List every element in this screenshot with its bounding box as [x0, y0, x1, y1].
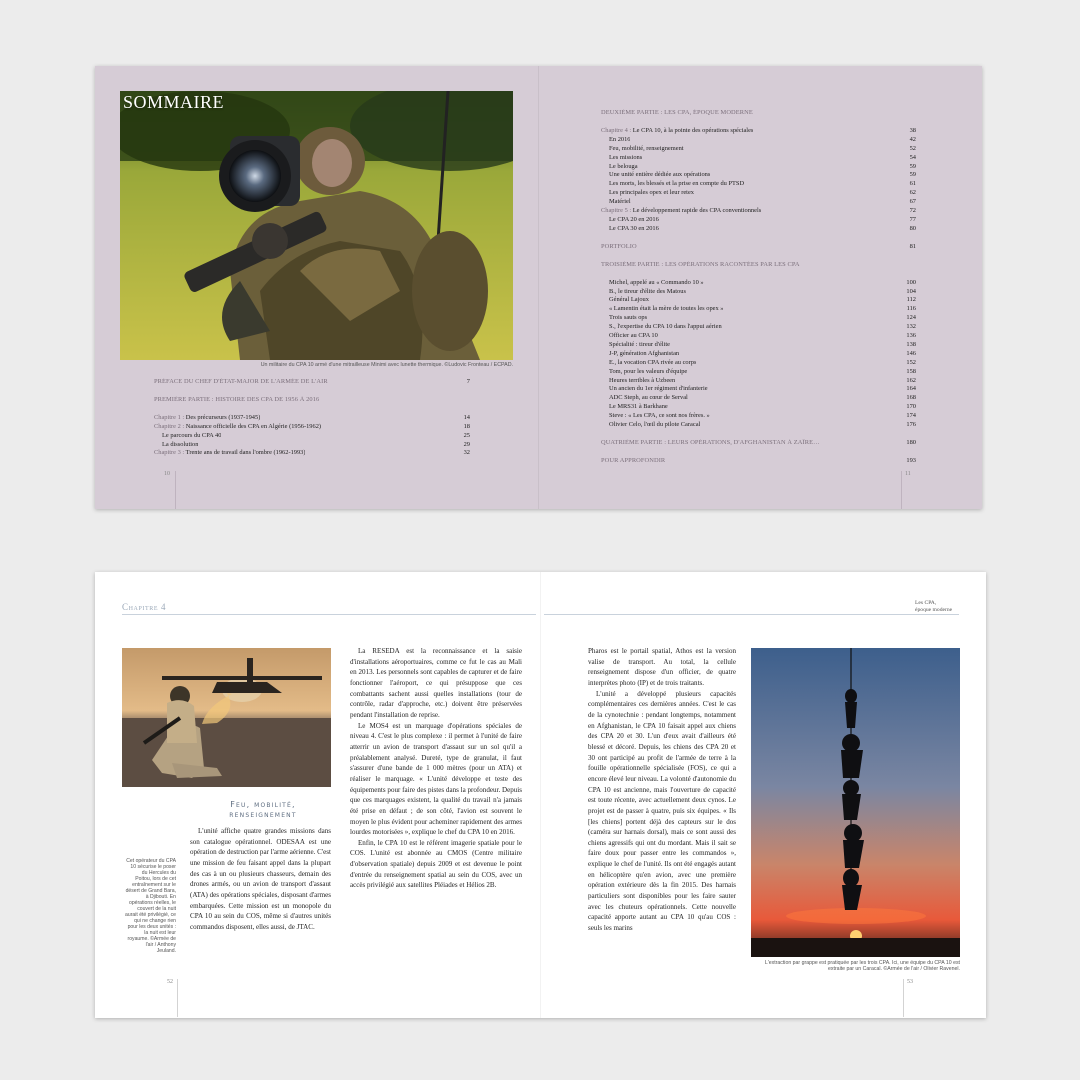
- toc-left: [154, 378, 470, 458]
- toc-entry-label: Spécialité : tireur d'élite: [609, 340, 670, 348]
- toc-page-number: 52: [909, 144, 916, 152]
- toc-page-number: 152: [906, 358, 916, 366]
- section-title-line: renseignement: [229, 810, 297, 819]
- toc-entry[interactable]: [601, 368, 916, 377]
- toc-page-number: 32: [463, 449, 470, 457]
- folio-rule: [177, 979, 178, 1017]
- folio-rule: [175, 471, 176, 509]
- toc-entry[interactable]: [154, 414, 470, 423]
- toc-entry-label: ADC Steph, au cœur de Serval: [609, 394, 688, 402]
- toc-page-number: 164: [906, 385, 916, 393]
- toc-gap: [601, 252, 916, 261]
- gutter: [538, 66, 539, 509]
- toc-entry-label: Olivier Celo, l'œil du pilote Caracal: [609, 421, 701, 429]
- toc-page-number: 42: [909, 135, 916, 143]
- toc-entry-label: Le parcours du CPA 40: [162, 431, 222, 439]
- toc-page-number: 162: [906, 376, 916, 384]
- toc-entry[interactable]: [601, 377, 916, 386]
- toc-gap: [601, 448, 916, 457]
- page-number-right: 11: [905, 471, 911, 477]
- toc-entry[interactable]: [601, 198, 916, 207]
- toc-entry-label: PORTFOLIO: [601, 242, 637, 250]
- running-head: [915, 600, 952, 613]
- toc-entry-label: J-P, génération Afghanistan: [609, 349, 680, 357]
- toc-entry[interactable]: [601, 207, 916, 216]
- toc-entry[interactable]: [601, 180, 916, 189]
- toc-entry[interactable]: [601, 154, 916, 163]
- toc-entry[interactable]: [601, 359, 916, 368]
- toc-entry-label: Le MRS31 à Barkhane: [609, 403, 668, 411]
- toc-entry[interactable]: [601, 171, 916, 180]
- toc-page-number: 146: [906, 349, 916, 357]
- toc-page-number: 59: [909, 171, 916, 179]
- toc-entry-label: Un ancien du 1er régiment d'infanterie: [609, 385, 708, 393]
- toc-entry-label: QUATRIÈME PARTIE : LEURS OPÉRATIONS, D'AFGHANISTAN À ZAÏRE…: [601, 439, 820, 446]
- toc-entry-label: Matériel: [609, 198, 631, 206]
- toc-page-number: 14: [463, 413, 470, 421]
- toc-page-number: 193: [906, 456, 916, 464]
- body-column-2: [350, 646, 522, 891]
- toc-gap: [601, 234, 916, 243]
- paragraph: La RESEDA est la reconnaissance et la saisie d'installations aéroportuaires, comme ce fut le cas au Mali en 2013. Les personnels sont capables de capturer et de faire fonctionner l'aéroport, ce qui présuppose que ces combattants sachent aussi quelles installations (tour de contrôle, radar d'approche, etc.) doivent être préservées pendant l'installation de reprise.: [350, 647, 522, 719]
- toc-entry-label: S., l'expertise du CPA 10 dans l'appui aérien: [609, 323, 722, 331]
- toc-page-number: 104: [906, 287, 916, 295]
- header-rule: [122, 614, 536, 615]
- toc-entry-label: Tom, pour les valeurs d'équipe: [609, 367, 688, 375]
- body-column-1: [122, 826, 331, 933]
- side-caption: Cet opérateur du CPA 10 sécurise le poser du Hercules du Poitou, lors de cet entraînement sur le désert de Grand Bara, à Djibouti. En opérations réelles, le couvert de la nuit aurait été privilégié, ce qui ne change rien pour les deux unités : la nuit est leur royaume. ©Armée de l'air / Anthony Jeuland.: [125, 858, 176, 954]
- section-title-line: Feu, mobilité,: [230, 800, 296, 809]
- toc-entry[interactable]: [601, 127, 916, 136]
- toc-gap: [601, 118, 916, 127]
- paragraph: Pharos est le portail spatial, Athos est la version valise de transport. Au total, la cellule renseignement dispose d'un officier, de quatre interprètes photo (IP) et de trois traitants.: [588, 647, 736, 687]
- toc-page-number: 77: [909, 215, 916, 223]
- toc-entry-label: Une unité entière dédiée aux opérations: [609, 171, 711, 179]
- toc-page-number: 7: [466, 378, 470, 385]
- toc-entry[interactable]: [601, 412, 916, 421]
- toc-entry[interactable]: [601, 394, 916, 403]
- toc-entry-label: [154, 449, 305, 458]
- toc-page-number: 116: [906, 305, 916, 313]
- toc-entry[interactable]: [601, 385, 916, 394]
- page-number-left: 10: [164, 471, 170, 477]
- folio-rule: [903, 979, 904, 1017]
- toc-entry[interactable]: [154, 423, 470, 432]
- photo-caption: Un militaire du CPA 10 armé d'une mitrailleuse Minimi avec lunette thermique. ©Ludovic Fronteau / ECPAD.: [260, 362, 513, 368]
- toc-page-number: 158: [906, 367, 916, 375]
- toc-entry-label: Les morts, les blessés et la prise en compte du PTSD: [609, 180, 745, 188]
- toc-gap: [154, 387, 470, 396]
- toc-page-number: 138: [906, 340, 916, 348]
- toc-entry[interactable]: [154, 441, 470, 450]
- toc-entry-label: PREMIÈRE PARTIE : HISTOIRE DES CPA DE 1956 À 2016: [154, 395, 320, 403]
- toc-entry-label: [601, 127, 753, 136]
- toc-gap: [601, 270, 916, 279]
- toc-page-number: 59: [909, 162, 916, 170]
- toc-entry[interactable]: [601, 421, 916, 430]
- paragraph: Le MOS4 est un marquage d'opérations spéciales de niveau 4. C'est le plus complexe : il permet à l'unité de faire atterrir un avion de transport d'assaut sur un sol qu'il a préalablement analysé. Dureté, type de granulat, il faut s'assurer d'une bande de 1 000 mètres (pour un ATA) et réaliser le marquage. « L'unité développe et teste des équipements pour faire des pistes dans la profondeur. Depuis que ces marquages existent, la qualité du travail n'a jamais été prise en défaut ; de son côté, l'avion est souvent le moyen le plus évident pour acheminer rapidement des armes lourdes motorisées », explique le chef du CPA 10 en 2016.: [350, 721, 522, 837]
- toc-entry[interactable]: [601, 457, 916, 466]
- toc-entry-label: PRÉFACE DU CHEF D'ÉTAT-MAJOR DE L'ARMÉE DE L'AIR: [154, 378, 328, 385]
- toc-entry-label: Le CPA 30 en 2016: [609, 224, 659, 232]
- toc-entry[interactable]: [601, 332, 916, 341]
- toc-entry-label: Trois sauts ops: [609, 314, 648, 322]
- section-title: [195, 800, 331, 820]
- hercules-photo: [122, 648, 331, 787]
- toc-page-number: 81: [909, 242, 916, 250]
- toc-entry-label: « Lamentin était la mère de toutes les opex »: [609, 305, 724, 313]
- toc-entry-label: [154, 423, 321, 432]
- toc-chapter-tag: Chapitre 1 :: [154, 413, 186, 421]
- toc-entry-label: Les principales opex et leur retex: [609, 189, 694, 197]
- toc-entry-label: Officier au CPA 10: [609, 332, 658, 340]
- toc-entry[interactable]: [601, 279, 916, 288]
- page-number-right: 53: [907, 979, 913, 985]
- body-column-3: [588, 646, 736, 934]
- toc-page-number: 25: [463, 431, 470, 439]
- toc-page-number: 180: [906, 439, 916, 446]
- toc-entry[interactable]: [601, 403, 916, 412]
- toc-page-number: 168: [906, 394, 916, 402]
- toc-entry-label: [154, 414, 260, 423]
- toc-page-number: 29: [463, 440, 470, 448]
- toc-chapter-title: Des précurseurs (1937-1945): [185, 413, 261, 421]
- toc-chapter-title: Le développement rapide des CPA conventionnels: [632, 207, 762, 215]
- toc-page-number: 67: [909, 198, 916, 206]
- toc-page-number: 112: [906, 296, 916, 304]
- toc-entry-label: [601, 207, 761, 216]
- toc-entry-label: POUR APPROFONDIR: [601, 456, 666, 464]
- toc-chapter-title: Trente ans de travail dans l'ombre (1962-1993): [185, 449, 306, 457]
- toc-chapter-tag: Chapitre 5 :: [601, 207, 633, 215]
- paragraph: L'unité a développé plusieurs capacités complémentaires ces dernières années. C'est le cas de la cynotechnie : pendant longtemps, notamment en Afghanistan, le CPA 10 faisait appel aux chiens des CPA 20 et 30. L'un d'eux avait d'ailleurs été blessé et décoré. Depuis, les chiens des CPA 20 et 30 ont participé au profit de l'armée de terre à la fouille opérationnelle spécialisée (FOS), ce qui a encore élevé leur niveau. La volonté d'autonomie du CPA 10 est ancienne, mais l'ouverture de capacité est toute récente, avec actuellement deux cynos. Le projet est de passer à quatre, puis six équipes. « Ils [les chiens] portent déjà des capteurs sur le dos (caméra sur harnais dorsal), mais ce sont aussi des chiens agressifs qui ont du mordant. Mais il sait se faire doux pour passer entre les commandos », explique le chef de l'unité. Ils ont été engagés autant en hélicoptère qu'en avion, avec une première opération extérieure dès la fin 2015. Des harnais particuliers sont disponibles pour les faire sauter avec les chuteurs opérationnels. Cette nouvelle capacité apporte autant au CPA 10 qu'au COS : seuls les marins: [588, 689, 736, 933]
- running-head-line: Les CPA,: [915, 600, 937, 606]
- page-number-left: 52: [167, 979, 173, 985]
- toc-entry[interactable]: [601, 323, 916, 332]
- toc-entry[interactable]: [601, 163, 916, 172]
- toc-entry[interactable]: [154, 378, 470, 387]
- toc-entry-label: Les missions: [609, 153, 643, 161]
- toc-entry[interactable]: [154, 396, 470, 405]
- sommaire-spread: [95, 66, 982, 509]
- toc-page-number: 100: [906, 278, 916, 286]
- toc-chapter-title: Le CPA 10, à la pointe des opérations spéciales: [632, 126, 754, 134]
- toc-entry[interactable]: [154, 449, 470, 458]
- toc-page-number: 124: [906, 314, 916, 322]
- gutter: [540, 572, 541, 1018]
- toc-chapter-tag: Chapitre 3 :: [154, 449, 186, 457]
- toc-entry[interactable]: [601, 145, 916, 154]
- toc-entry-label: Feu, mobilité, renseignement: [609, 144, 684, 152]
- toc-right: [601, 109, 916, 466]
- toc-entry[interactable]: [601, 296, 916, 305]
- toc-entry[interactable]: [601, 243, 916, 252]
- soldier-photo: [120, 91, 513, 360]
- toc-entry-label: TROISIÈME PARTIE : LES OPÉRATIONS RACONTÉES PAR LES CPA: [601, 260, 800, 268]
- toc-entry-label: Steve : « Les CPA, ce sont nos frères. »: [609, 412, 710, 420]
- toc-chapter-tag: Chapitre 4 :: [601, 126, 633, 134]
- toc-page-number: 54: [909, 153, 916, 161]
- toc-entry[interactable]: [154, 432, 470, 441]
- toc-entry-label: La dissolution: [162, 440, 199, 448]
- toc-entry[interactable]: [601, 189, 916, 198]
- chapter-spread: [95, 572, 986, 1018]
- toc-page-number: 80: [909, 224, 916, 232]
- toc-entry-label: Général Lajoux: [609, 296, 649, 304]
- chapter-heading: Chapitre 4: [122, 602, 167, 612]
- toc-entry[interactable]: [601, 439, 916, 448]
- toc-entry-label: Michel, appelé au « Commando 10 »: [609, 278, 704, 286]
- toc-page-number: 38: [909, 126, 916, 134]
- toc-entry-label: Le belouga: [609, 162, 638, 170]
- toc-page-number: 61: [909, 180, 916, 188]
- paragraph: Enfin, le CPA 10 est le référent imagerie spatiale pour le COS. L'unité est abonnée au CMOS (Centre militaire d'observation spatiale) depuis 2009 et est devenue le point d'entrée du renseignement spatial au sein du COS, avec un accès privilégié aux satellites Pléiades et Hélios 2B.: [350, 838, 522, 890]
- toc-entry[interactable]: [601, 109, 916, 118]
- toc-entry[interactable]: [601, 136, 916, 145]
- toc-page-number: 132: [906, 323, 916, 331]
- folio-rule: [901, 471, 902, 509]
- toc-chapter-tag: Chapitre 2 :: [154, 422, 186, 430]
- toc-page-number: 72: [909, 207, 916, 215]
- page-title: SOMMAIRE: [123, 92, 225, 112]
- toc-chapter-title: Naissance officielle des CPA en Algérie (1956-1962): [185, 422, 322, 430]
- toc-page-number: 174: [906, 412, 916, 420]
- running-head-line: époque moderne: [915, 606, 953, 613]
- toc-entry[interactable]: [601, 225, 916, 234]
- header-rule: [544, 614, 959, 615]
- toc-entry-label: E., la vocation CPA rivée au corps: [609, 358, 697, 366]
- toc-gap: [601, 430, 916, 439]
- toc-page-number: 136: [906, 332, 916, 340]
- toc-entry-label: DEUXIÈME PARTIE : LES CPA, ÉPOQUE MODERNE: [601, 109, 753, 116]
- toc-entry[interactable]: [601, 216, 916, 225]
- toc-entry[interactable]: [601, 261, 916, 270]
- toc-page-number: 62: [909, 189, 916, 197]
- paragraph: L'unité affiche quatre grandes missions dans son catalogue opérationnel. ODESAA est une opération de destruction par l'arme aérienne. C'est une mission de feu faisant appel dans la plupart des cas à un ou plusieurs chasseurs, demain des drones armés, ou un avion de transport d'assaut (ATA) des opérations spéciales, disposant d'armes embarquées. Cette mission est un monopole du CPA 10 au sein du COS, même si d'autres unités commandos disposent, elles aussi, de JTAC.: [190, 827, 331, 931]
- toc-page-number: 176: [906, 421, 916, 429]
- extraction-photo: [751, 648, 960, 957]
- toc-gap: [154, 405, 470, 414]
- toc-entry-label: En 2016: [609, 135, 631, 143]
- toc-entry-label: Heures terribles à Uzbeen: [609, 376, 676, 384]
- toc-entry[interactable]: [601, 288, 916, 297]
- photo-caption: L'extraction par grappe est pratiquée par les trois CPA. Ici, une équipe du CPA 10 est extraite par un Caracal. ©Armée de l'air / Olivier Ravenel.: [764, 960, 960, 973]
- toc-entry[interactable]: [601, 341, 916, 350]
- toc-page-number: 18: [463, 422, 470, 430]
- toc-entry[interactable]: [601, 350, 916, 359]
- toc-page-number: 170: [906, 403, 916, 411]
- toc-entry[interactable]: [601, 305, 916, 314]
- toc-entry-label: B., le tireur d'élite des Matous: [609, 287, 686, 295]
- toc-entry[interactable]: [601, 314, 916, 323]
- toc-entry-label: Le CPA 20 en 2016: [609, 215, 659, 223]
